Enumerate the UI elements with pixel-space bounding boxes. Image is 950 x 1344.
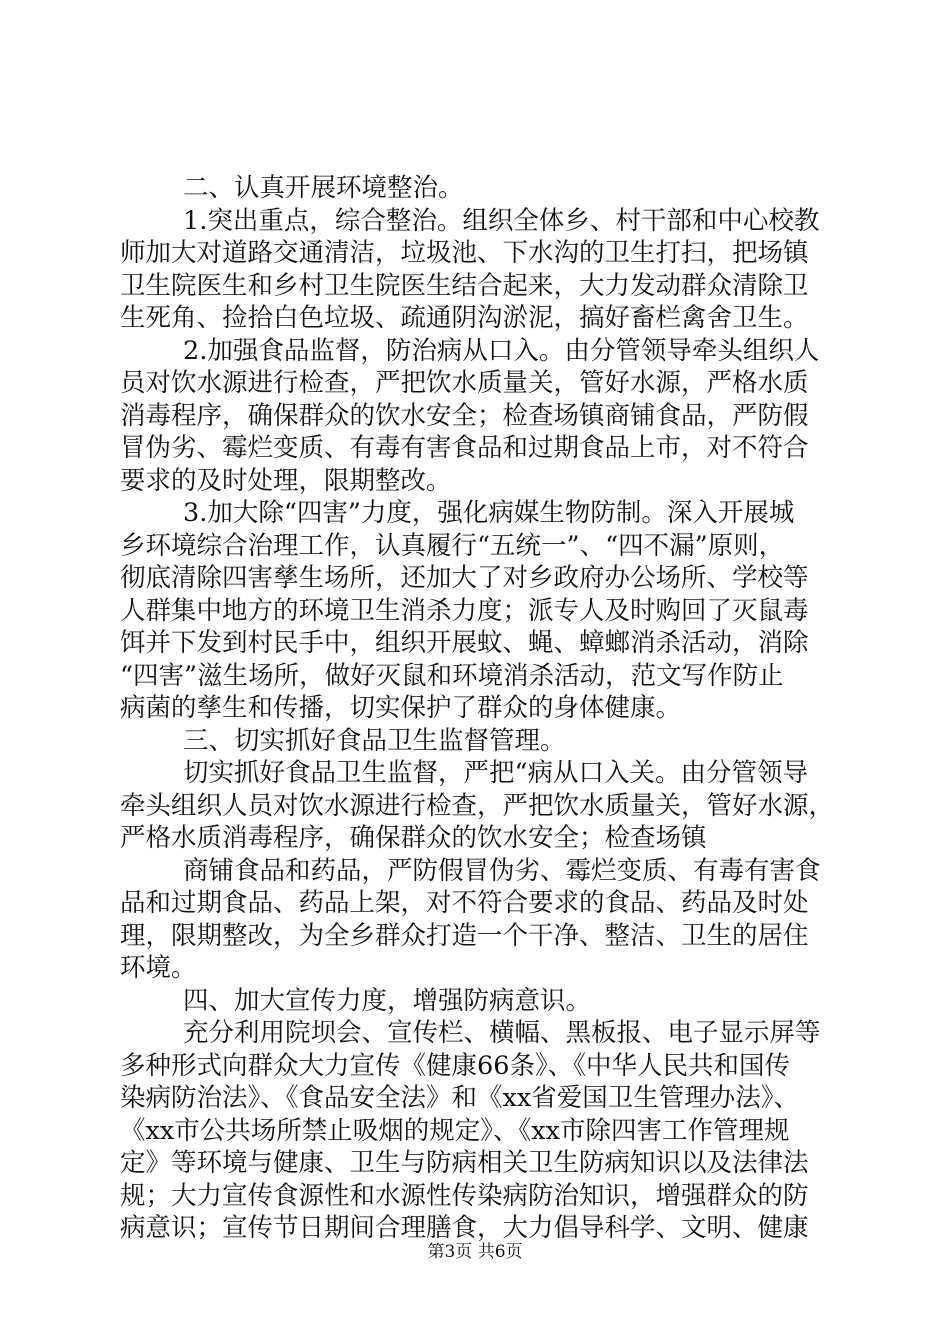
- paragraph-line: 师加大对道路交通清洁，垃圾池、下水沟的卫生打扫，把场镇: [120, 238, 809, 268]
- paragraph-line: “四害”滋生场所，做好灭鼠和环境消杀活动，范文写作防止: [120, 660, 784, 691]
- paragraph-line: 多种形式向群众大力宣传《健康66条》、《中华人民共和国传: [120, 1050, 790, 1081]
- paragraph-line: 2.加强食品监督，防治病从口入。由分管领导牵头组织人: [183, 335, 820, 366]
- paragraph-line: 商铺食品和药品，严防假冒伪劣、霉烂变质、有毒有害食: [183, 855, 821, 886]
- paragraph-line: 病意识；宣传节日期间合理膳食，大力倡导科学、文明、健康: [120, 1213, 809, 1243]
- paragraph-line: 消毒程序，确保群众的饮水安全；检查场镇商铺食品，严防假: [120, 400, 809, 431]
- paragraph-line: 3.加大除“四害”力度，强化病媒生物防制。深入开展城: [183, 498, 795, 528]
- paragraph-line: 理，限期整改，为全乡群众打造一个干净、整洁、卫生的居住: [120, 920, 809, 951]
- paragraph-line: 员对饮水源进行检查，严把饮水质量关，管好水源，严格水质: [120, 368, 809, 398]
- paragraph-line: 定》等环境与健康、卫生与防病相关卫生防病知识以及法律法: [120, 1148, 809, 1178]
- paragraph-line: 品和过期食品、药品上架，对不符合要求的食品、药品及时处: [120, 888, 809, 918]
- paragraph-line: 牵头组织人员对饮水源进行检查，严把饮水质量关，管好水源，: [120, 790, 835, 821]
- paragraph-line: 要求的及时处理，限期整改。: [120, 465, 452, 496]
- paragraph-line: 严格水质消毒程序，确保群众的饮水安全；检查场镇: [120, 823, 707, 853]
- section-heading-3: 三、切实抓好食品卫生监督管理。: [183, 725, 566, 756]
- paragraph-line: 卫生院医生和乡村卫生院医生结合起来，大力发动群众清除卫: [120, 270, 809, 301]
- paragraph-line: 生死角、捡拾白色垃圾、疏通阴沟淤泥，搞好畜栏禽舍卫生。: [120, 303, 809, 333]
- paragraph-line: 人群集中地方的环境卫生消杀力度；派专人及时购回了灭鼠毒: [120, 595, 809, 626]
- paragraph-line: 彻底清除四害孳生场所，还加大了对乡政府办公场所、学校等: [120, 563, 809, 593]
- paragraph-line: 充分利用院坝会、宣传栏、横幅、黑板报、电子显示屏等: [183, 1018, 821, 1048]
- paragraph-line: 规；大力宣传食源性和水源性传染病防治知识，增强群众的防: [120, 1180, 809, 1211]
- paragraph-line: 环境。: [120, 953, 197, 983]
- page-number-footer: 第3页 共6页: [427, 1242, 523, 1262]
- section-heading-4: 四、加大宣传力度，增强防病意识。: [183, 985, 592, 1016]
- paragraph-line: 《xx市公共场所禁止吸烟的规定》、《xx市除四害工作管理规: [120, 1115, 790, 1146]
- paragraph-line: 病菌的孳生和传播，切实保护了群众的身体健康。: [120, 693, 682, 723]
- paragraph-line: 冒伪劣、霉烂变质、有毒有害食品和过期食品上市，对不符合: [120, 433, 809, 463]
- paragraph-line: 饵并下发到村民手中，组织开展蚊、蝇、蟑螂消杀活动，消除: [120, 628, 809, 658]
- paragraph-line: 染病防治法》、《食品安全法》和《xx省爱国卫生管理办法》、: [120, 1083, 800, 1113]
- section-heading-2: 二、认真开展环境整治。: [183, 173, 464, 203]
- paragraph-line: 乡环境综合治理工作，认真履行“五统一”、“四不漏”原则，: [120, 530, 785, 561]
- paragraph-line: 1.突出重点，综合整治。组织全体乡、村干部和中心校教: [183, 205, 820, 236]
- paragraph-line: 切实抓好食品卫生监督，严把“病从口入关。由分管领导: [183, 758, 809, 788]
